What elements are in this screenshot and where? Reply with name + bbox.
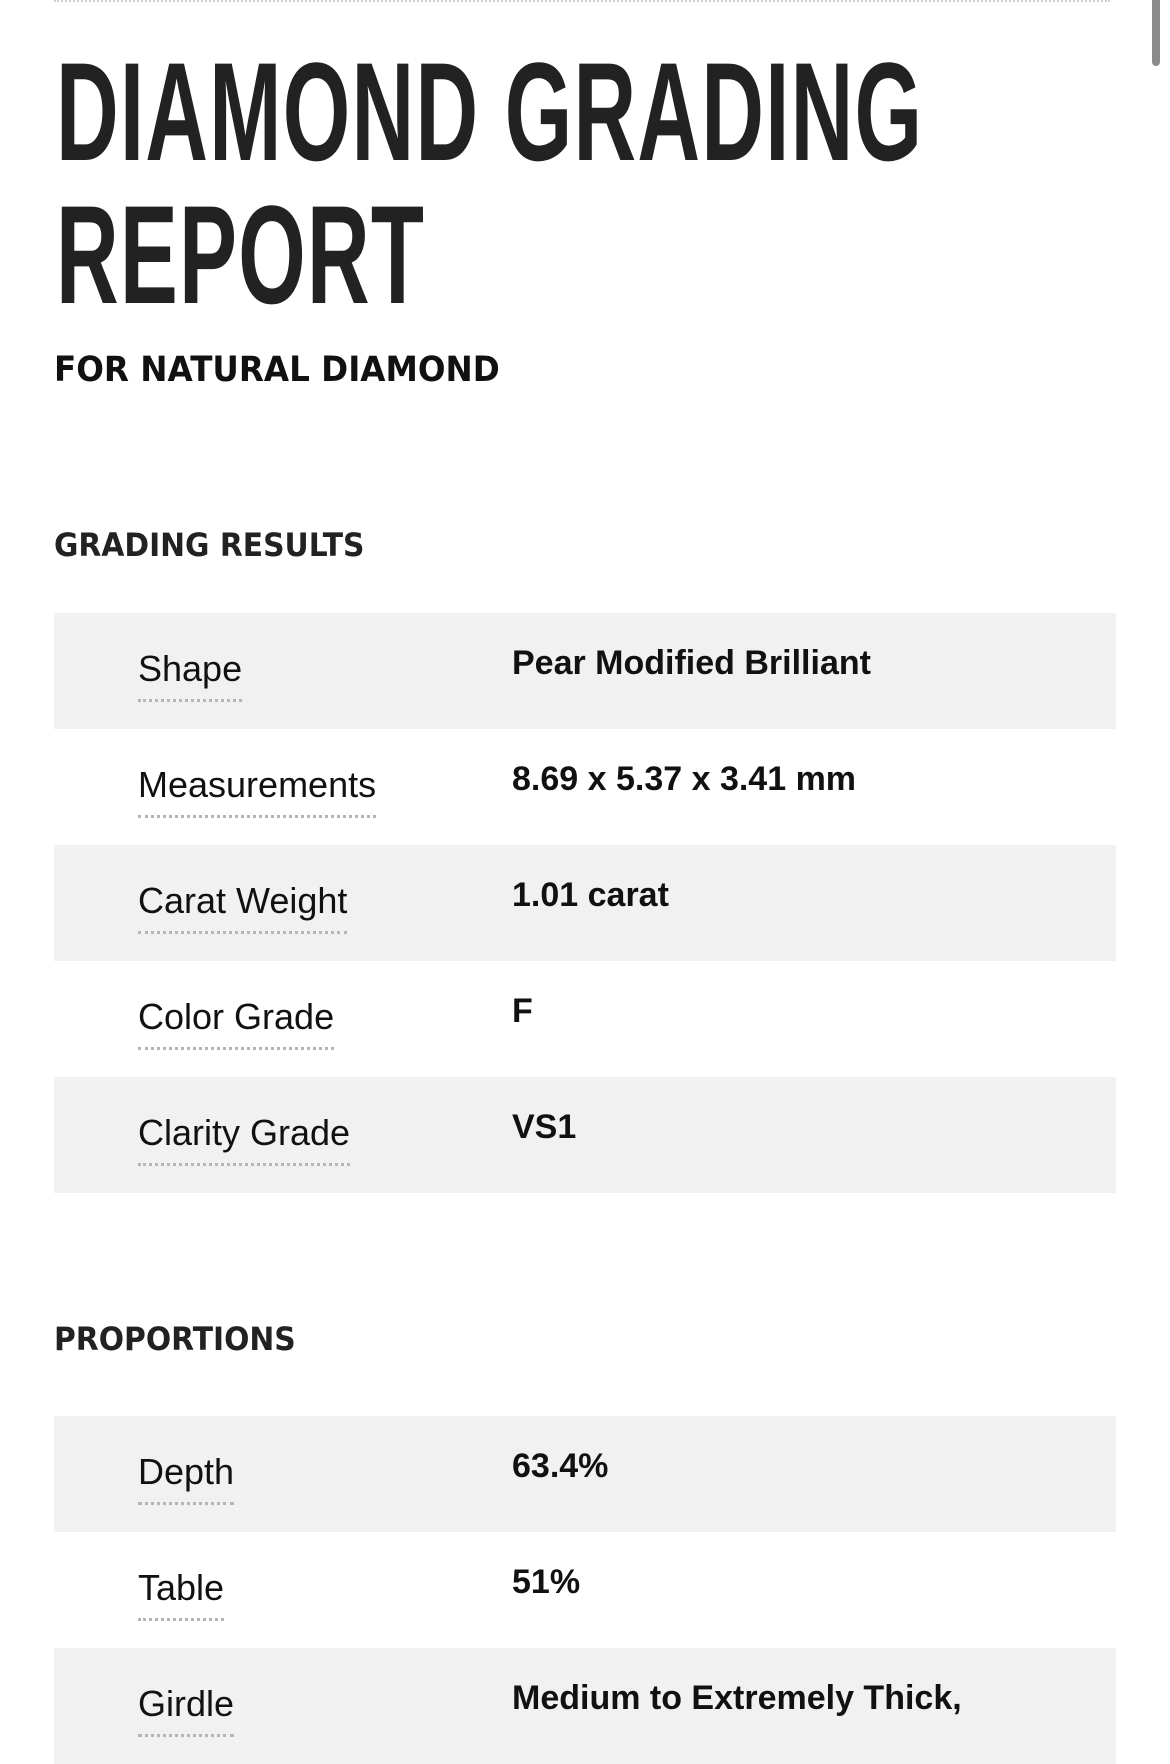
- girdle-label-tooltip-trigger[interactable]: Girdle: [138, 1682, 234, 1737]
- color-grade-label-tooltip-trigger[interactable]: Color Grade: [138, 995, 334, 1050]
- scrollbar-thumb[interactable]: [1152, 0, 1160, 66]
- shape-value: Pear Modified Brilliant: [512, 644, 871, 682]
- table-label-tooltip-trigger[interactable]: Table: [138, 1566, 224, 1621]
- proportions-heading: PROPORTIONS: [54, 1320, 296, 1358]
- table-row-carat-weight: [54, 845, 1116, 961]
- clarity-grade-value: VS1: [512, 1108, 577, 1146]
- table-row-depth: [54, 1416, 1116, 1532]
- measurements-label-tooltip-trigger[interactable]: Measurements: [138, 763, 376, 818]
- grading-results-heading: GRADING RESULTS: [54, 526, 365, 564]
- table-row-measurements: [54, 729, 1116, 845]
- depth-label-tooltip-trigger[interactable]: Depth: [138, 1450, 234, 1505]
- table-row-color-grade: [54, 961, 1116, 1077]
- depth-value: 63.4%: [512, 1447, 609, 1485]
- page-title: [56, 33, 924, 333]
- table-value: 51%: [512, 1563, 581, 1601]
- shape-label-tooltip-trigger[interactable]: Shape: [138, 647, 242, 702]
- page-subtitle: FOR NATURAL DIAMOND: [54, 350, 500, 390]
- table-row-table: [54, 1532, 1116, 1648]
- table-row-girdle: [54, 1648, 1116, 1764]
- table-row-clarity-grade: [54, 1077, 1116, 1193]
- grading-results-table: [54, 613, 1116, 1193]
- carat-weight-value: 1.01 carat: [512, 876, 669, 914]
- girdle-value: Medium to Extremely Thick,: [512, 1679, 962, 1717]
- color-grade-value: F: [512, 992, 533, 1030]
- page-title-line-1: DIAMOND GRADING: [56, 33, 924, 190]
- measurements-value: 8.69 x 5.37 x 3.41 mm: [512, 760, 857, 798]
- page-title-line-2: REPORT: [56, 176, 426, 333]
- top-dotted-divider: [54, 0, 1110, 2]
- table-row-shape: [54, 613, 1116, 729]
- carat-weight-label-tooltip-trigger[interactable]: Carat Weight: [138, 879, 347, 934]
- clarity-grade-label-tooltip-trigger[interactable]: Clarity Grade: [138, 1111, 350, 1166]
